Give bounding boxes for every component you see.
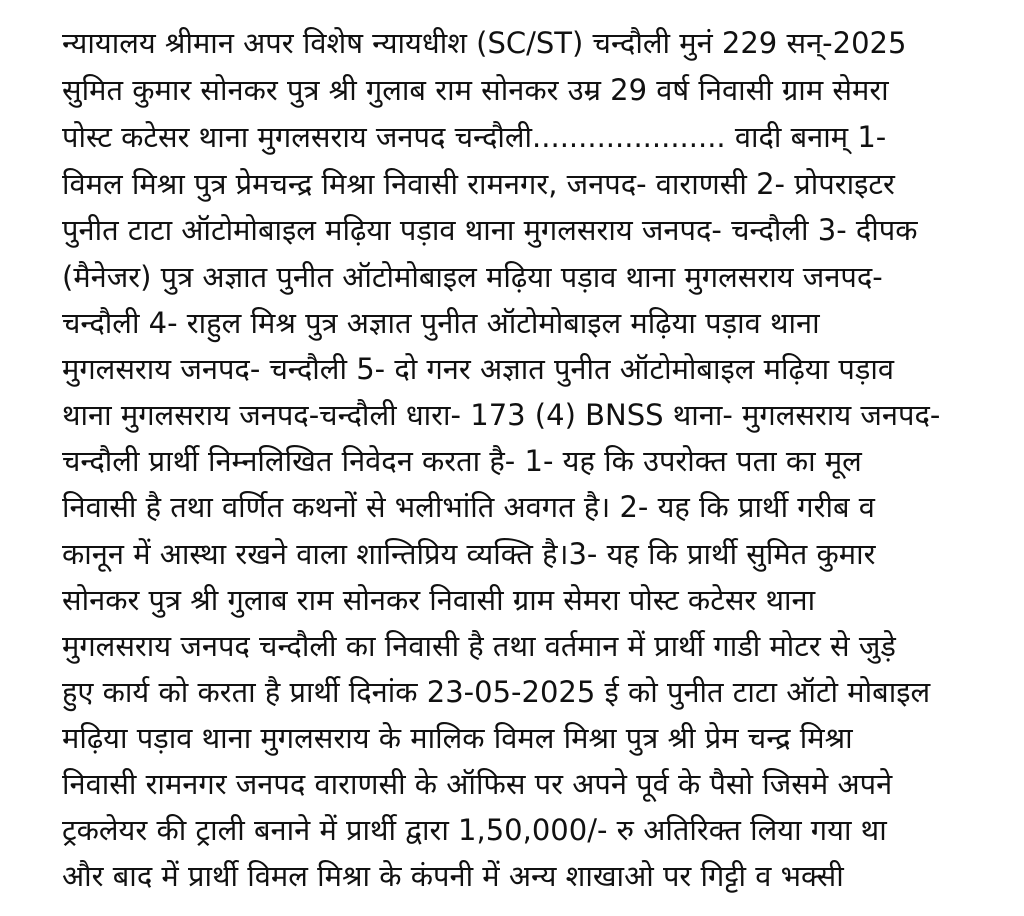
text-line: निवासी है तथा वर्णित कथनों से भलीभांति अवगत है। 2- यह कि प्रार्थी गरीब व [62,490,875,524]
text-line: विमल मिश्रा पुत्र प्रेमचन्द्र मिश्रा निवासी रामनगर, जनपद- वाराणसी 2- प्रोपराइटर [62,167,895,201]
text-line: पोस्ट कटेसर थाना मुगलसराय जनपद चन्दौली..................... वादी बनाम् 1- [62,120,887,154]
text-line: न्यायालय श्रीमान अपर विशेष न्यायधीश (SC/ST) चन्दौली मुनं 229 सन्-2025 [62,26,907,60]
text-line: ट्रकलेयर की ट्राली बनाने में प्रार्थी द्वारा 1,50,000/- रु अतिरिक्त लिया गया था [62,813,887,847]
text-line: पुनीत टाटा ऑटोमोबाइल मढ़िया पड़ाव थाना मुगलसराय जनपद- चन्दौली 3- दीपक [62,213,918,247]
text-line: चन्दौली 4- राहुल मिश्र पुत्र अज्ञात पुनीत ऑटोमोबाइल मढ़िया पड़ाव थाना [62,306,820,340]
text-line: सोनकर पुत्र श्री गुलाब राम सोनकर निवासी ग्राम सेमरा पोस्ट कटेसर थाना [62,583,816,617]
text-line: मुगलसराय जनपद- चन्दौली 5- दो गनर अज्ञात पुनीत ऑटोमोबाइल मढ़िया पड़ाव [62,352,894,386]
text-line: हुए कार्य को करता है प्रार्थी दिनांक 23-05-2025 ई को पुनीत टाटा ऑटो मोबाइल [62,675,931,709]
text-line: निवासी रामनगर जनपद वाराणसी के ऑफिस पर अपने पूर्व के पैसो जिसमे अपने [62,767,893,801]
text-line: (मैनेजर) पुत्र अज्ञात पुनीत ऑटोमोबाइल मढ़िया पड़ाव थाना मुगलसराय जनपद- [62,260,883,294]
text-line: मुगलसराय जनपद चन्दौली का निवासी है तथा वर्तमान में प्रार्थी गाडी मोटर से जुड़े [62,629,896,663]
text-line: चन्दौली प्रार्थी निम्नलिखित निवेदन करता है- 1- यह कि उपरोक्त पता का मूल [62,444,862,478]
text-line: सुमित कुमार सोनकर पुत्र श्री गुलाब राम सोनकर उम्र 29 वर्ष निवासी ग्राम सेमरा [62,73,889,107]
text-line: मढ़िया पड़ाव थाना मुगलसराय के मालिक विमल मिश्रा पुत्र श्री प्रेम चन्द्र मिश्रा [62,721,853,755]
text-line: थाना मुगलसराय जनपद-चन्दौली धारा- 173 (4) BNSS थाना- मुगलसराय जनपद- [62,398,941,432]
text-line: और बाद में प्रार्थी विमल मिश्रा के कंपनी में अन्य शाखाओ पर गिट्टी व भक्सी [62,859,844,893]
text-line: कानून में आस्था रखने वाला शान्तिप्रिय व्यक्ति है।3- यह कि प्रार्थी सुमित कुमार [62,537,876,571]
